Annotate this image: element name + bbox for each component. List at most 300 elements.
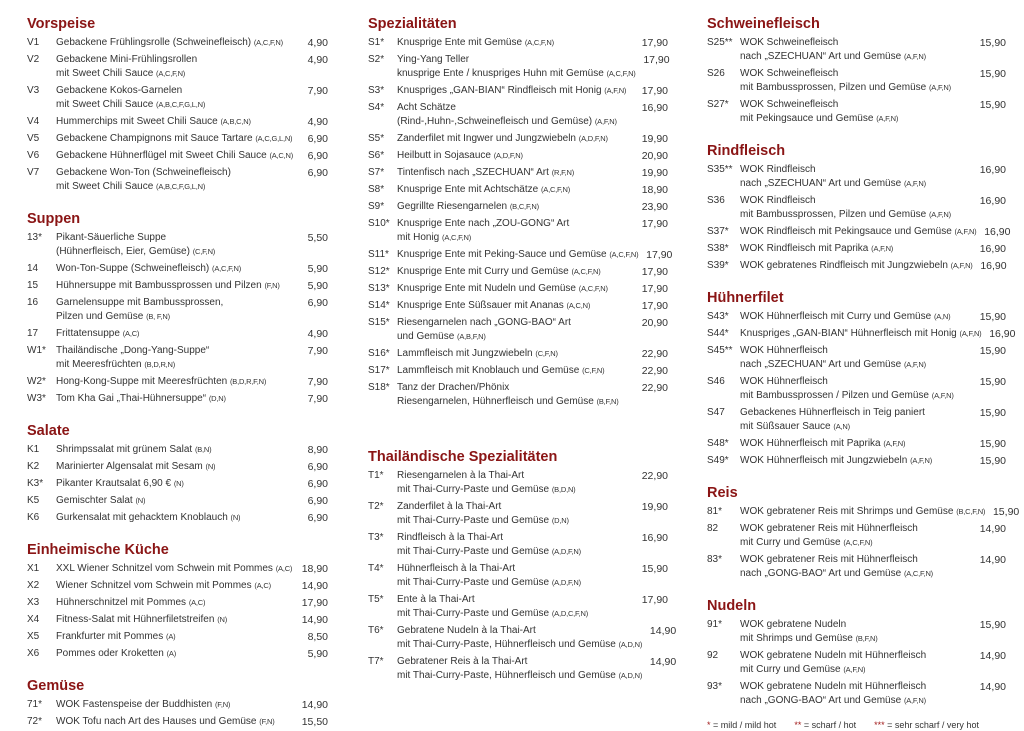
item-description [397,265,634,279]
item-name-text: WOK Hühnerfleisch [740,345,828,356]
item-description [740,242,972,256]
menu-item [707,521,1006,552]
item-subtitle [740,694,972,708]
item-name-text: WOK Fastenspeise der Buddhisten [56,699,213,710]
item-price: 14,90 [301,580,328,592]
item-allergens: (A,N) [833,422,850,431]
item-price: 16,90 [980,260,1007,272]
item-code: X2 [27,580,40,591]
item-description [740,310,972,324]
menu-item [27,114,328,131]
item-code: S2* [368,54,385,65]
item-subtitle [56,98,294,112]
section-title: Schweinefleisch [707,16,820,32]
item-name [397,624,642,638]
menu-item [27,714,328,731]
menu-item [368,281,668,298]
item-allergens: (A,F,N) [954,227,977,236]
menu-item [707,326,1016,343]
item-name [56,53,294,67]
item-name-text: WOK Schweinefleisch [740,37,839,48]
item-code: S5* [368,133,385,144]
item-code: 17 [27,328,39,339]
menu-item [27,697,328,714]
item-description [740,259,973,273]
legend-entry [874,720,979,730]
item-name-text: Hong-Kong-Suppe mit Meeresfrüchten [56,376,228,387]
item-code: S9* [368,201,385,212]
item-name [397,217,634,231]
item-description [397,166,634,180]
item-name [397,381,634,395]
item-price: 17,90 [641,37,668,49]
item-description [397,248,638,262]
item-price: 17,90 [301,597,328,609]
menu-item [27,35,328,52]
item-allergens: (N) [135,496,146,505]
item-subtitle [56,67,294,81]
item-name [56,36,294,50]
item-price: 22,90 [641,470,668,482]
item-price: 15,90 [979,99,1006,111]
item-description [740,454,972,468]
item-code: T5* [368,594,384,605]
item-allergens: (D,N) [208,394,226,403]
item-price: 15,50 [301,716,328,728]
item-description [56,344,294,372]
item-price: 16,90 [984,226,1011,238]
item-subtitle-text: mit Sweet Chili Sauce [56,181,154,192]
item-description [56,231,294,259]
item-price: 14,90 [979,554,1006,566]
item-subtitle-text: Riesengarnelen, Hühnerfleisch und Gemüse [397,396,594,407]
item-price: 14,90 [649,625,677,637]
menu-section [707,288,1016,470]
item-price: 5,90 [307,648,328,660]
item-code: S13* [368,283,390,294]
item-name [397,364,634,378]
item-name [56,327,294,341]
item-allergens: (F,N) [214,700,231,709]
item-name-text: Gebackene Kokos-Garnelen [56,85,183,96]
item-name-text: Tanz der Drachen/Phönix [397,382,510,393]
item-allergens: (A,F,N) [604,86,627,95]
item-name-text: Gebackene Won-Ton (Schweinefleisch) [56,167,231,178]
item-name-text: Zanderfilet mit Ingwer und Jungzwiebeln [397,133,576,144]
item-subtitle [397,483,634,497]
item-price: 19,90 [641,501,668,513]
item-name [740,98,972,112]
item-name [740,454,972,468]
item-name-text: WOK Schweinefleisch [740,68,839,79]
item-code: V3 [27,85,40,96]
item-description [56,562,294,576]
item-name [397,299,634,313]
item-name [56,149,294,163]
menu-item [27,391,328,408]
menu-item [707,648,1006,679]
item-allergens: (A,F,N) [950,261,973,270]
item-name [56,715,294,729]
menu-section [368,14,673,411]
item-name-text: Knusprige Ente mit Nudeln und Gemüse [397,283,576,294]
menu-item [707,343,1006,374]
section-title: Thailändische Spezialitäten [368,449,558,465]
item-name-text: Ente à la Thai-Art [397,594,475,605]
item-allergens: (A,F,N) [883,439,906,448]
item-name [56,647,294,661]
item-allergens: (N) [230,513,241,522]
item-price: 17,90 [641,300,668,312]
item-code: S48* [707,438,729,449]
item-subtitle [397,669,642,683]
item-name [56,279,294,293]
item-name-text: Knuspriges „GAN-BIAN“ Hühnerfleisch mit Honig [740,328,957,339]
item-subtitle-text: mit Thai-Curry-Paste und Gemüse [397,608,550,619]
item-name-text: WOK gebratener Reis mit Hühnerfleisch [740,554,918,565]
section-title: Reis [707,485,738,501]
item-description [56,460,294,474]
item-allergens: (A,D,F,N) [551,578,581,587]
item-name [397,36,634,50]
item-code: S35** [707,164,733,175]
menu-item [27,295,328,326]
item-description [397,183,634,197]
item-name [397,200,634,214]
item-allergens: (A,C,F,N) [253,38,283,47]
item-description [56,36,294,50]
item-name [740,310,972,324]
item-code: S11* [368,249,389,260]
item-code: T1* [368,470,384,481]
item-code: 14 [27,263,39,274]
item-code: K2 [27,461,40,472]
item-name [56,132,294,146]
menu-item [27,83,328,114]
menu-item [368,83,668,100]
item-name [56,477,294,491]
item-price: 6,90 [307,461,328,473]
item-name [397,655,642,669]
item-name [56,344,294,358]
item-description [397,132,634,146]
section-title: Gemüse [27,678,85,694]
menu-item [27,343,328,374]
item-description [56,53,294,81]
section-title: Suppen [27,211,81,227]
item-name [397,132,634,146]
item-description [397,282,634,296]
item-price: 17,90 [641,85,668,97]
item-name-text: Zanderfilet à la Thai-Art [397,501,502,512]
item-subtitle-text: mit Sweet Chili Sauce [56,68,154,79]
item-description [740,225,976,239]
menu-item [27,510,328,527]
item-subtitle-text: mit Bambussprossen, Pilzen und Gemüse [740,82,927,93]
item-subtitle [397,576,634,590]
menu-section [707,14,1006,128]
item-name [740,344,972,358]
item-code: 72* [27,716,43,727]
legend-entry [794,720,856,730]
menu-item [707,374,1006,405]
item-allergens: (N) [205,462,216,471]
item-description [56,579,294,593]
item-name-text: Ying-Yang Teller [397,54,470,65]
item-allergens: (A,B,C,F,G,L,N) [156,100,206,109]
item-name-text: Fitness-Salat mit Hühnerfiletstreifen [56,614,215,625]
menu-item [368,35,668,52]
menu-column-3 [707,14,1020,730]
item-code: 82 [707,523,719,534]
menu-item [368,499,668,530]
item-allergens: (A,F,N) [931,391,954,400]
item-name-text: Lammfleisch mit Jungzwiebeln [397,348,533,359]
item-subtitle-text: mit Pekingsauce und Gemüse [740,113,874,124]
item-code: V6 [27,150,40,161]
item-description [397,84,634,98]
item-subtitle [740,663,972,677]
item-code: S43* [707,311,729,322]
item-price: 15,90 [979,407,1006,419]
item-name-text: Knuspriges „GAN-BIAN“ Rindfleisch mit Honig [397,85,602,96]
item-allergens: (A,C) [188,598,206,607]
item-code: 83* [707,554,723,565]
item-description [397,36,634,50]
item-description [740,327,981,341]
item-allergens: (A,C,G,L,N) [255,134,293,143]
menu-item [27,459,328,476]
item-name-text: Pikant-Säuerliche Suppe [56,232,167,243]
item-price: 15,90 [979,376,1006,388]
item-subtitle-text: mit Curry und Gemüse [740,537,841,548]
item-name-text: Garnelensuppe mit Bambussprossen, [56,297,224,308]
item-price: 18,90 [301,563,328,575]
item-name [56,296,294,310]
item-name [740,259,973,273]
menu-item [27,561,328,578]
item-subtitle [740,358,972,372]
item-code: X5 [27,631,40,642]
item-name-text: Gegrillte Riesengarnelen [397,201,508,212]
item-description [56,115,294,129]
item-description [397,299,634,313]
item-description [56,630,294,644]
item-price: 19,90 [641,167,668,179]
item-name [397,53,636,67]
item-price: 4,90 [307,37,328,49]
item-name [56,630,294,644]
item-code: V5 [27,133,40,144]
menu-item [27,612,328,629]
item-name [56,262,294,276]
item-name-text: Knusprige Ente nach „ZOU-GONG“ Art [397,218,570,229]
item-allergens: (B,D,N) [551,485,576,494]
menu-item [368,52,668,83]
item-name-text: Gemischter Salat [56,495,133,506]
item-code: V4 [27,116,40,127]
item-price: 14,90 [301,614,328,626]
item-name [397,347,634,361]
item-name-text: Riesengarnelen à la Thai-Art [397,470,525,481]
item-code: V7 [27,167,40,178]
item-allergens: (A,C,F,N) [609,250,639,259]
item-allergens: (A,F,N) [903,696,926,705]
item-description [56,698,294,712]
item-code: X3 [27,597,40,608]
menu-item [27,148,328,165]
item-name-text: Knusprige Ente mit Gemüse [397,37,523,48]
item-description [56,132,294,146]
menu-item [707,309,1006,326]
item-code: 93* [707,681,723,692]
item-subtitle-text: nach „GONG-BAO“ Art und Gemüse [740,568,902,579]
item-allergens: (A,F,N) [928,83,951,92]
item-name-text: Tintenfisch nach „SZECHUAN“ Art [397,167,549,178]
item-description [740,163,972,191]
item-code: S45** [707,345,733,356]
item-code: K1 [27,444,40,455]
item-price: 17,90 [641,594,668,606]
item-price: 6,90 [307,478,328,490]
item-code: W3* [27,393,46,404]
menu-item [368,100,668,131]
item-description [56,392,294,406]
item-allergens: (B,C,F,N) [509,202,539,211]
item-allergens: (A,F,N) [959,329,982,338]
item-price: 7,90 [307,345,328,357]
item-allergens: (R,F,N) [551,168,575,177]
item-price: 7,90 [307,376,328,388]
item-description [397,149,634,163]
item-name-text: Hühnerfleisch à la Thai-Art [397,563,516,574]
item-code: T7* [368,656,384,667]
item-price: 17,90 [641,283,668,295]
item-description [397,217,634,245]
item-allergens: (B,C,F,N) [956,507,986,516]
item-code: S12* [368,266,390,277]
item-code: S3* [368,85,385,96]
item-subtitle [740,536,972,550]
item-price: 17,90 [646,249,673,261]
item-description [740,406,972,434]
item-subtitle-text: (Hühnerfleisch, Eier, Gemüse) [56,246,190,257]
menu-item [368,346,668,363]
item-subtitle [397,545,634,559]
item-code: W1* [27,345,46,356]
item-code: K3* [27,478,44,489]
item-description [56,149,294,163]
item-name-text: Hühnersuppe mit Bambussprossen und Pilzen [56,280,262,291]
item-name-text: Tom Kha Gai „Thai-Hühnersuppe“ [56,393,207,404]
item-price: 15,90 [979,37,1006,49]
item-subtitle-text: mit Thai-Curry-Paste und Gemüse [397,515,550,526]
item-name [740,505,985,519]
item-code: S17* [368,365,390,376]
menu-item [707,552,1006,583]
item-code: S37* [707,226,729,237]
item-price: 5,90 [307,280,328,292]
item-code: 92 [707,650,719,661]
item-allergens: (B,F,N) [855,634,878,643]
item-name-text: WOK gebratene Nudeln [740,619,847,630]
item-name [397,166,634,180]
item-description [397,316,634,344]
item-description [740,437,972,451]
item-description [740,344,972,372]
menu-item [27,52,328,83]
item-allergens: (A,F,N) [903,52,926,61]
menu-item [27,442,328,459]
menu-section [707,596,1006,710]
item-name [740,242,972,256]
item-subtitle [397,115,634,129]
item-name-text: Lammfleisch mit Knoblauch und Gemüse [397,365,580,376]
item-subtitle-text: nach „SZECHUAN“ Art und Gemüse [740,51,902,62]
item-subtitle [740,567,972,581]
item-name-text: WOK Hühnerfleisch [740,376,828,387]
item-name [56,84,294,98]
item-subtitle-text: mit Honig [397,232,440,243]
item-subtitle [397,638,642,652]
item-price: 6,90 [307,150,328,162]
item-name [56,460,294,474]
item-name [56,494,294,508]
legend-text: = scharf / hot [803,720,857,730]
item-subtitle-text: mit Thai-Curry-Paste und Gemüse [397,546,550,557]
item-description [56,296,294,324]
item-name-text: Gebackene Champignons mit Sauce Tartare [56,133,253,144]
item-price: 15,90 [979,438,1006,450]
item-description [56,327,294,341]
item-price: 6,90 [307,297,328,309]
item-subtitle-text: mit Thai-Curry-Paste und Gemüse [397,484,550,495]
menu-item [368,592,668,623]
item-code: T6* [368,625,384,636]
item-price: 18,90 [641,184,668,196]
legend-entry [707,720,776,730]
item-code: S14* [368,300,390,311]
item-allergens: (A,C) [122,329,140,338]
item-name [740,36,972,50]
menu-item [707,162,1006,193]
item-price: 5,50 [307,232,328,244]
item-description [56,613,294,627]
item-price: 6,90 [307,512,328,524]
item-allergens: (B,D,R,N) [144,360,176,369]
menu-item [27,476,328,493]
item-code: 15 [27,280,39,291]
item-price: 14,90 [979,650,1006,662]
item-subtitle [740,112,972,126]
item-allergens: (A,C) [275,564,293,573]
menu-item [27,629,328,646]
item-name [397,265,634,279]
item-description [56,596,294,610]
item-subtitle [740,177,972,191]
item-name-text: Marinierter Algensalat mit Sesam [56,461,203,472]
item-description [397,500,634,528]
item-allergens: (A,C,F,N) [606,69,636,78]
item-subtitle-text: mit Thai-Curry-Paste und Gemüse [397,577,550,588]
item-name [397,531,634,545]
item-subtitle-text: mit Bambussprossen, Pilzen und Gemüse [740,209,927,220]
item-description [397,655,642,683]
item-allergens: (A,C,F,N) [843,538,873,547]
item-code: S8* [368,184,385,195]
item-description [397,562,634,590]
item-code: S16* [368,348,390,359]
